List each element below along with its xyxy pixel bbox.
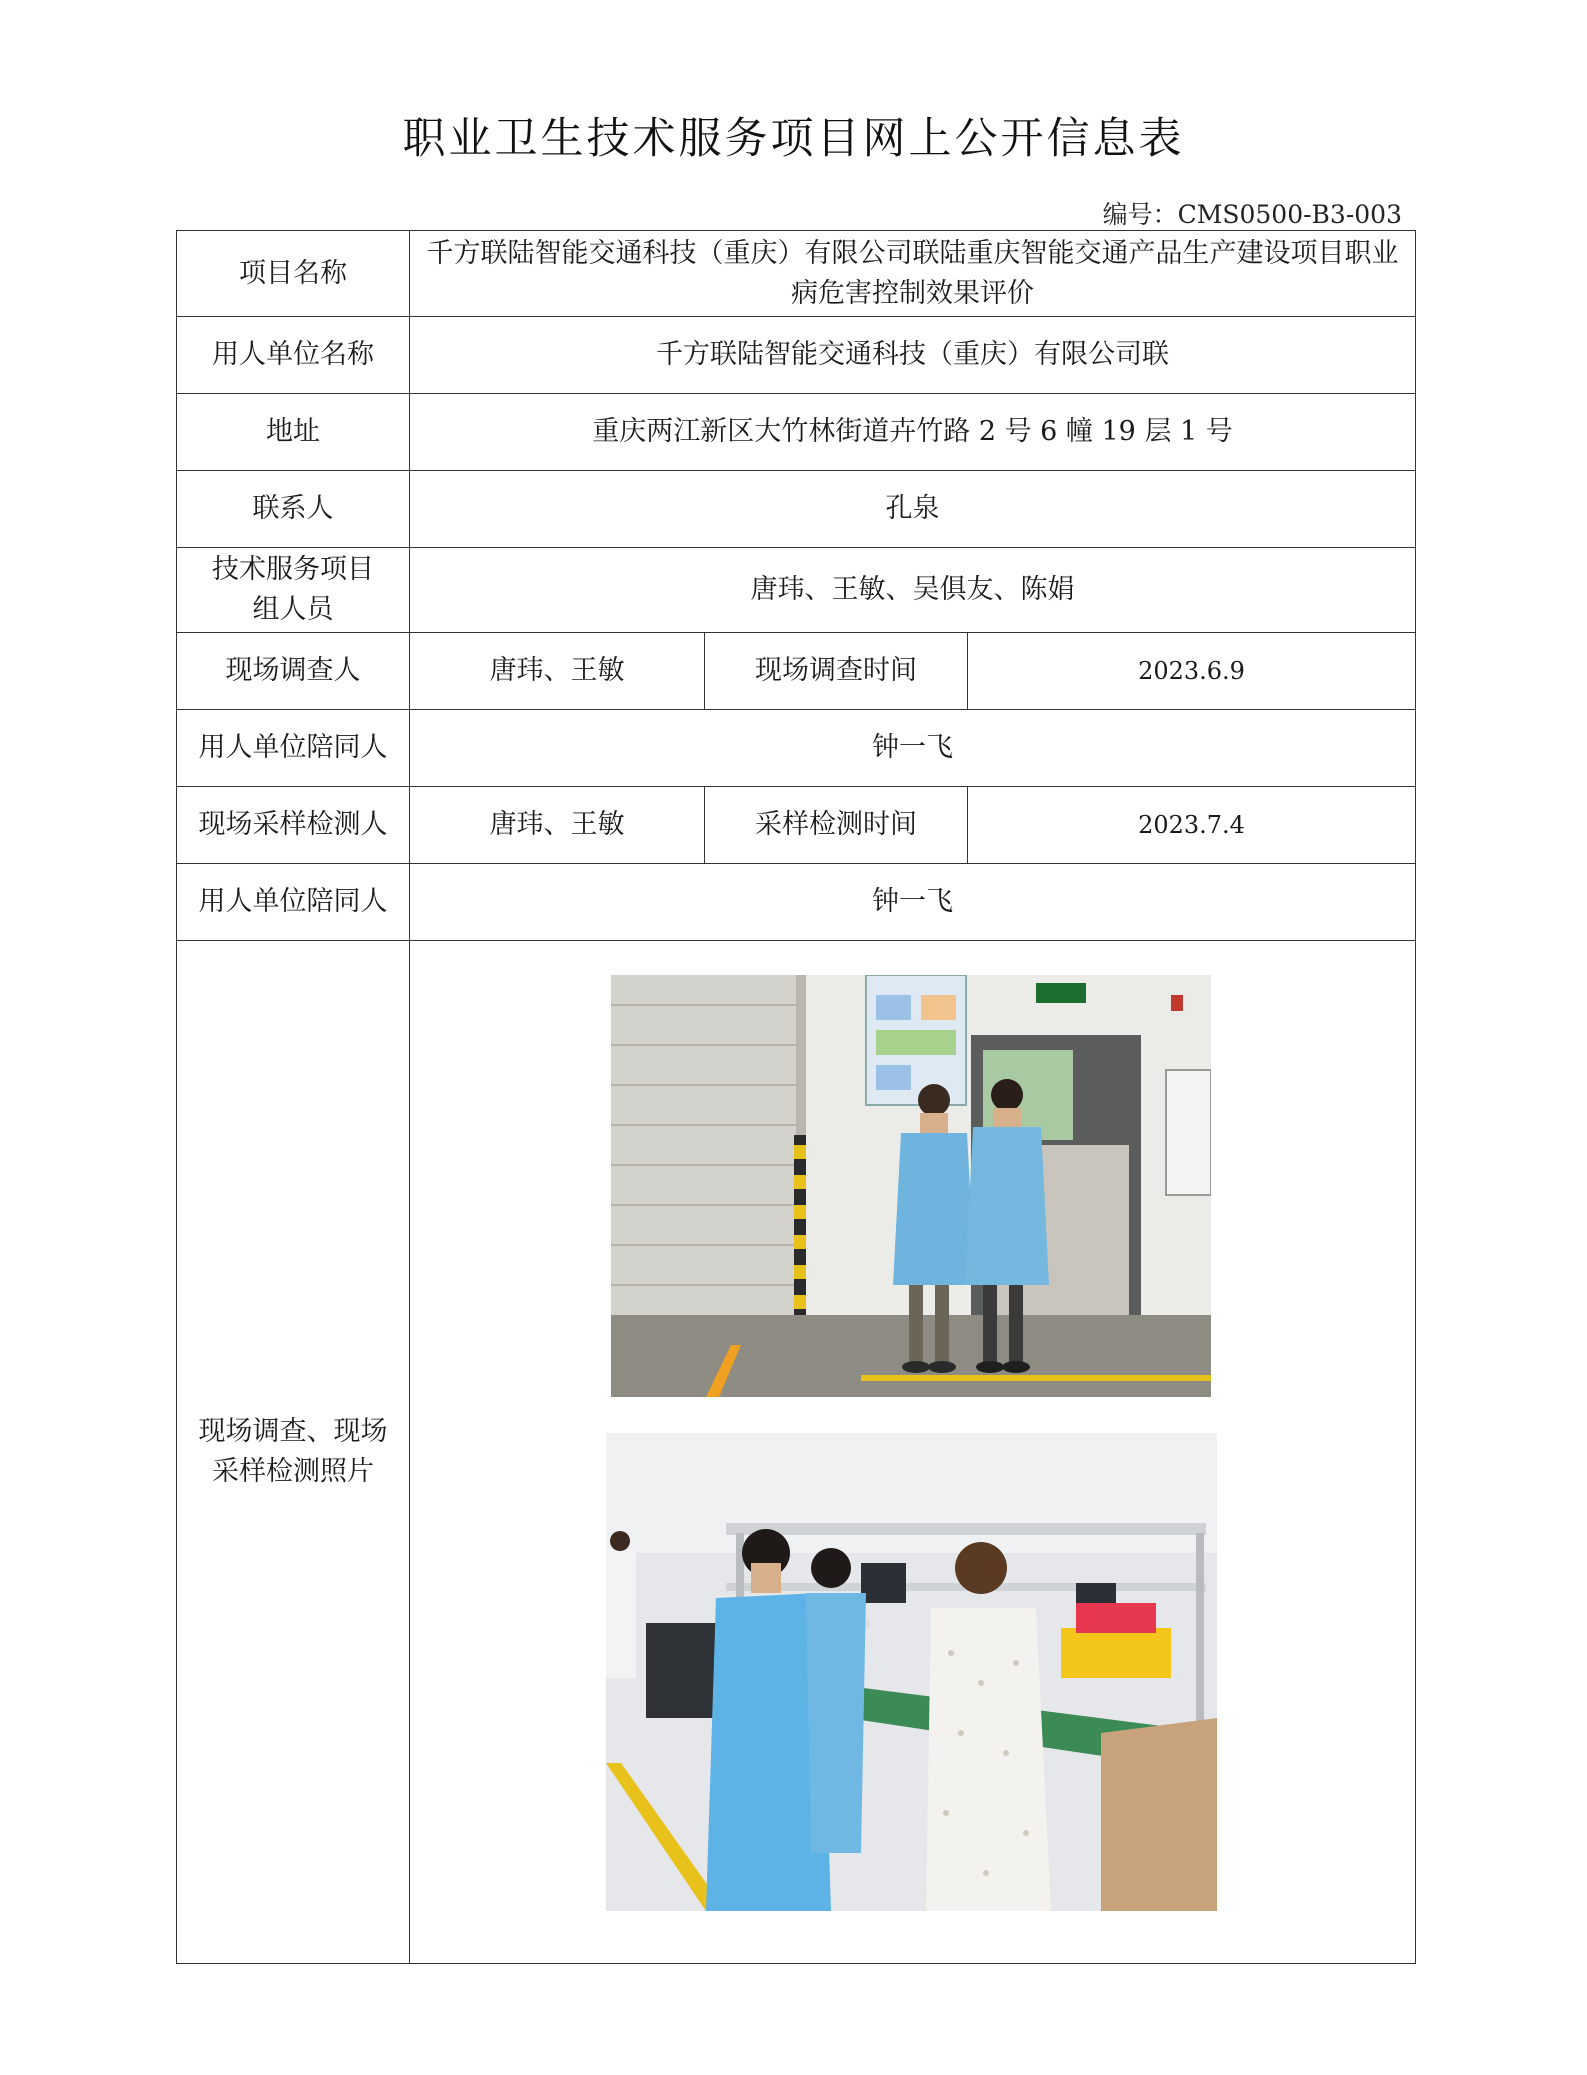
team-value: 唐玮、王敏、吴俱友、陈娟 [410, 548, 1416, 633]
survey-label: 现场调查人 [177, 633, 410, 710]
table-row [177, 633, 1416, 710]
survey-value: 唐玮、王敏 [410, 633, 705, 710]
table-row [177, 941, 1416, 1964]
contact-value: 孔泉 [410, 471, 1416, 548]
address-value: 重庆两江新区大竹林街道卉竹路 2 号 6 幢 19 层 1 号 [410, 394, 1416, 471]
sampling-photo [606, 1433, 1217, 1911]
contact-label: 联系人 [177, 471, 410, 548]
employer-value: 千方联陆智能交通科技（重庆）有限公司联 [410, 317, 1416, 394]
table-row [177, 471, 1416, 548]
address-label: 地址 [177, 394, 410, 471]
table-row [177, 231, 1416, 317]
table-row [177, 787, 1416, 864]
project-name-value: 千方联陆智能交通科技（重庆）有限公司联陆重庆智能交通产品生产建设项目职业病危害控制效果评价 [410, 231, 1416, 317]
escort1-value: 钟一飞 [410, 710, 1416, 787]
sampling-value: 唐玮、王敏 [410, 787, 705, 864]
sampling-time-value: 2023.7.4 [968, 787, 1416, 864]
table-row [177, 548, 1416, 633]
sampling-time-label: 采样检测时间 [705, 787, 968, 864]
info-table [176, 230, 1416, 1964]
table-row [177, 394, 1416, 471]
survey-time-label: 现场调查时间 [705, 633, 968, 710]
escort1-label: 用人单位陪同人 [177, 710, 410, 787]
table-row [177, 710, 1416, 787]
table-row [177, 864, 1416, 941]
table-row [177, 317, 1416, 394]
escort2-label: 用人单位陪同人 [177, 864, 410, 941]
project-name-label: 项目名称 [177, 231, 410, 317]
sampling-label: 现场采样检测人 [177, 787, 410, 864]
document-title: 职业卫生技术服务项目网上公开信息表 [402, 114, 1185, 164]
survey-photo [611, 975, 1211, 1397]
document-number: 编号：CMS0500-B3-003 [1102, 200, 1402, 229]
escort2-value: 钟一飞 [410, 864, 1416, 941]
team-label: 技术服务项目组人员 [177, 548, 410, 633]
employer-label: 用人单位名称 [177, 317, 410, 394]
photos-label: 现场调查、现场采样检测照片 [177, 941, 410, 1964]
survey-time-value: 2023.6.9 [968, 633, 1416, 710]
photos-cell [410, 941, 1416, 1964]
